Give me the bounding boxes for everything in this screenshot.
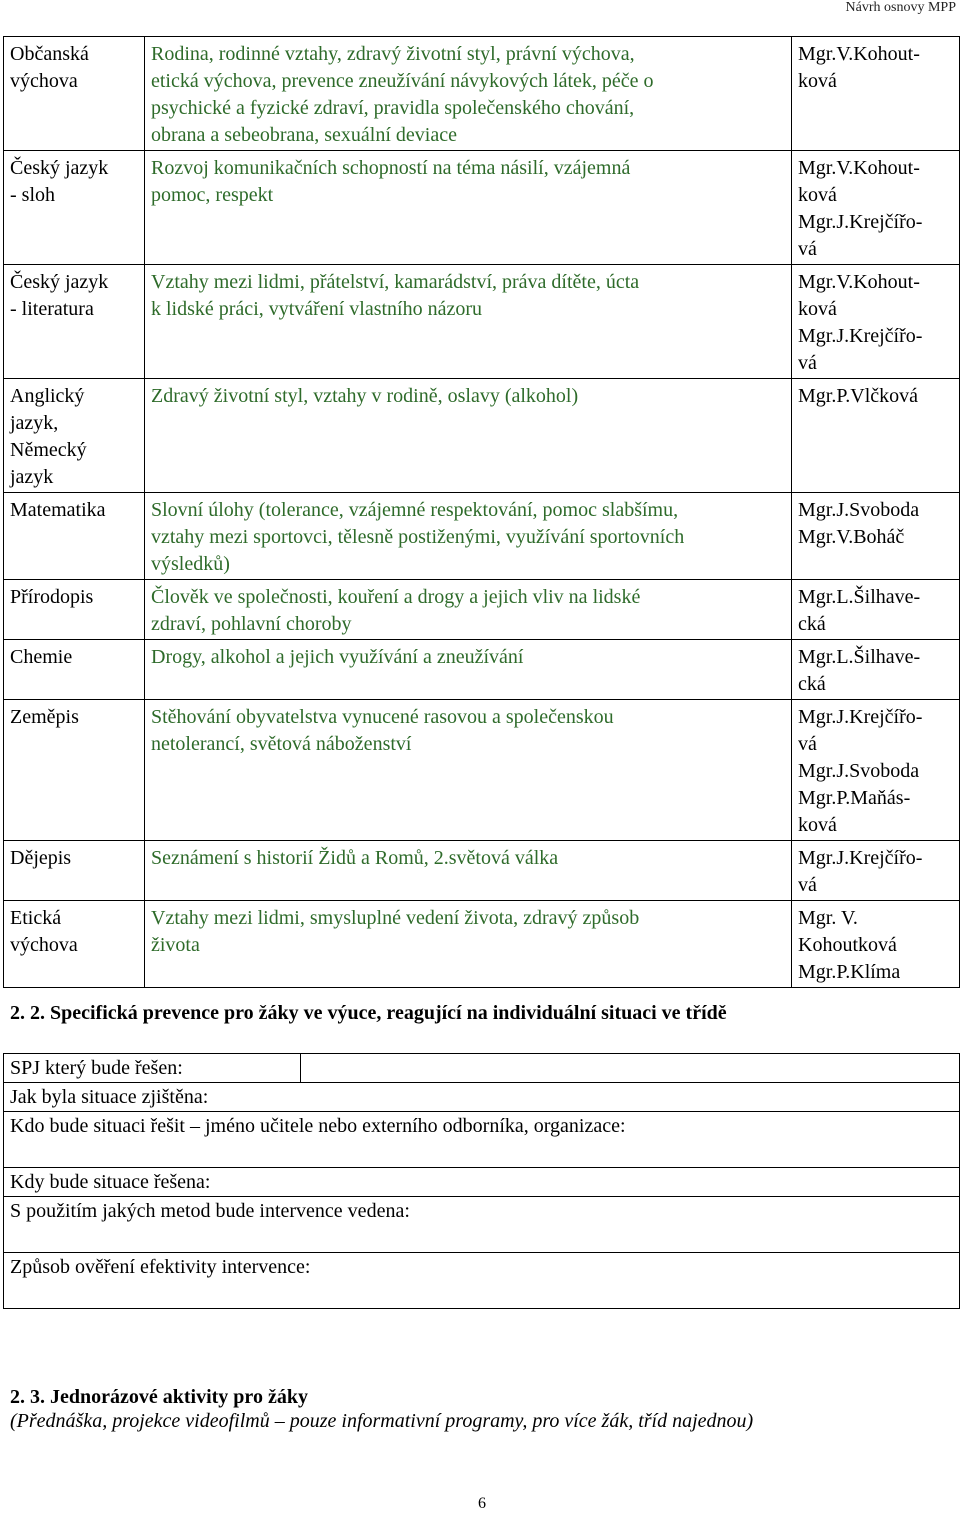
spj-row-label: Jak byla situace zjištěna: [4, 1083, 960, 1112]
topics-line: obrana a sebeobrana, sexuální deviace [151, 124, 457, 146]
teacher-line: ková [798, 298, 837, 320]
teacher-line: Mgr.V.Boháč [798, 526, 905, 548]
topics-cell [145, 493, 792, 580]
subject-line: Etická [10, 907, 62, 929]
topics-cell [145, 265, 792, 379]
subject-line: výchova [10, 934, 78, 956]
teacher-line: Mgr.V.Kohout- [798, 157, 920, 179]
subject-cell [4, 265, 145, 379]
section-2-2-heading [10, 1000, 727, 1026]
section-title: Specifická prevence pro žáky ve výuce, reagující na individuální situaci ve třídě [50, 1002, 727, 1024]
topics-cell [145, 151, 792, 265]
subject-line: Chemie [10, 646, 73, 668]
teacher-line: Mgr.J.Krejčířo- [798, 706, 923, 728]
topics-line: k lidské práci, vytváření vlastního názoru [151, 298, 483, 320]
teacher-cell [792, 493, 960, 580]
topics-cell [145, 379, 792, 493]
topics-line: netolerancí, světová náboženství [151, 733, 412, 755]
table-row [4, 901, 960, 988]
spj-row-label: Způsob ověření efektivity intervence: [4, 1253, 960, 1309]
teacher-line: Mgr.J.Krejčířo- [798, 325, 923, 347]
teacher-line: ková [798, 184, 837, 206]
subject-cell [4, 379, 145, 493]
spj-row-label: Kdo bude situaci řešit – jméno učitele nebo externího odborníka, organizace: [4, 1112, 960, 1168]
teacher-cell [792, 700, 960, 841]
topics-line: Člověk ve společnosti, kouření a drogy a jejich vliv na lidské [151, 586, 641, 608]
teacher-line: ková [798, 814, 837, 836]
teacher-line: Mgr.V.Kohout- [798, 271, 920, 293]
topics-line: Zdravý životní styl, vztahy v rodině, oslavy (alkohol) [151, 385, 579, 407]
table-row [4, 265, 960, 379]
topics-line: pomoc, respekt [151, 184, 274, 206]
topics-cell [145, 901, 792, 988]
subject-cell [4, 640, 145, 700]
topics-cell [145, 700, 792, 841]
subject-line: Český jazyk [10, 157, 109, 179]
topics-line: Drogy, alkohol a jejich využívání a zneužívání [151, 646, 524, 668]
subject-line: - sloh [10, 184, 55, 206]
table-row [4, 379, 960, 493]
topics-cell [145, 640, 792, 700]
subject-cell [4, 700, 145, 841]
teacher-line: Mgr.J.Krejčířo- [798, 847, 923, 869]
teacher-line: cká [798, 613, 826, 635]
topics-cell [145, 37, 792, 151]
subject-cell [4, 151, 145, 265]
topics-line: Rodina, rodinné vztahy, zdravý životní styl, právní výchova, [151, 43, 635, 65]
document-header-note: Návrh osnovy MPP [845, 0, 956, 15]
teacher-line: Mgr.J.Svoboda [798, 760, 920, 782]
subject-line: Přírodopis [10, 586, 94, 608]
section-number: 2. 3. [10, 1386, 45, 1408]
subjects-table-body [4, 37, 960, 988]
topics-line: života [151, 934, 200, 956]
topics-line: výsledků) [151, 553, 230, 575]
section-2-3-note: (Přednáška, projekce videofilmů – pouze informativní programy, pro více žák, tříd najednou) [10, 1410, 754, 1432]
topics-line: etická výchova, prevence zneužívání návykových látek, péče o [151, 70, 654, 92]
teacher-line: Mgr.P.Klíma [798, 961, 901, 983]
teacher-cell [792, 841, 960, 901]
spj-form-table [3, 1053, 960, 1309]
topics-line: vztahy mezi sportovci, tělesně postiženými, využívání sportovních [151, 526, 685, 548]
topics-line: Vztahy mezi lidmi, smysluplné vedení života, zdravý způsob [151, 907, 640, 929]
table-row [4, 841, 960, 901]
section-number: 2. 2. [10, 1002, 45, 1024]
teacher-line: ková [798, 70, 837, 92]
teacher-line: Mgr.P.Maňás- [798, 787, 911, 809]
table-row [4, 700, 960, 841]
teacher-line: Kohoutková [798, 934, 897, 956]
teacher-cell [792, 37, 960, 151]
teacher-line: Mgr.J.Krejčířo- [798, 211, 923, 233]
subject-cell [4, 493, 145, 580]
table-row [4, 493, 960, 580]
topics-line: Rozvoj komunikačních schopností na téma násilí, vzájemná [151, 157, 631, 179]
subject-cell [4, 901, 145, 988]
section-title: Jednorázové aktivity pro žáky [50, 1386, 308, 1408]
teacher-cell [792, 901, 960, 988]
teacher-line: Mgr.V.Kohout- [798, 43, 920, 65]
table-row [4, 151, 960, 265]
spj-row-label: S použitím jakých metod bude intervence vedena: [4, 1197, 960, 1253]
teacher-line: Mgr.L.Šilhave- [798, 586, 921, 608]
teacher-line: Mgr. V. [798, 907, 858, 929]
teacher-cell [792, 379, 960, 493]
teacher-cell [792, 265, 960, 379]
subject-line: - literatura [10, 298, 94, 320]
teacher-line: vá [798, 733, 817, 755]
subject-line: Německý [10, 439, 87, 461]
teacher-cell [792, 580, 960, 640]
teacher-line: vá [798, 874, 817, 896]
spj-row-label: Kdy bude situace řešena: [4, 1168, 960, 1197]
subject-cell [4, 841, 145, 901]
topics-line: Stěhování obyvatelstva vynucené rasovou a společenskou [151, 706, 614, 728]
subjects-table [3, 36, 960, 988]
topics-line: zdraví, pohlavní choroby [151, 613, 352, 635]
topics-line: Vztahy mezi lidmi, přátelství, kamarádství, práva dítěte, úcta [151, 271, 640, 293]
teacher-line: Mgr.L.Šilhave- [798, 646, 921, 668]
subject-line: Dějepis [10, 847, 72, 869]
subject-line: Anglický [10, 385, 85, 407]
teacher-line: vá [798, 238, 817, 260]
teacher-line: Mgr.J.Svoboda [798, 499, 920, 521]
topics-line: Seznámení s historií Židů a Romů, 2.světová válka [151, 847, 559, 869]
subject-line: Český jazyk [10, 271, 109, 293]
topics-cell [145, 841, 792, 901]
subject-line: výchova [10, 70, 78, 92]
teacher-cell [792, 151, 960, 265]
teacher-line: cká [798, 673, 826, 695]
section-2-3-heading [10, 1384, 308, 1410]
topics-cell [145, 580, 792, 640]
spj-row-value [301, 1054, 960, 1083]
topics-line: psychické a fyzické zdraví, pravidla společenského chování, [151, 97, 635, 119]
topics-line: Slovní úlohy (tolerance, vzájemné respektování, pomoc slabšímu, [151, 499, 679, 521]
table-row [4, 37, 960, 151]
subject-line: jazyk [10, 466, 54, 488]
teacher-line: vá [798, 352, 817, 374]
table-row [4, 580, 960, 640]
page-number: 6 [478, 1495, 486, 1512]
subject-line: Zeměpis [10, 706, 79, 728]
subject-line: Občanská [10, 43, 89, 65]
table-row [4, 640, 960, 700]
subject-line: jazyk, [10, 412, 59, 434]
teacher-line: Mgr.P.Vlčková [798, 385, 918, 407]
teacher-cell [792, 640, 960, 700]
spj-row-label: SPJ který bude řešen: [4, 1054, 301, 1083]
subject-cell [4, 580, 145, 640]
subject-cell [4, 37, 145, 151]
subject-line: Matematika [10, 499, 106, 521]
